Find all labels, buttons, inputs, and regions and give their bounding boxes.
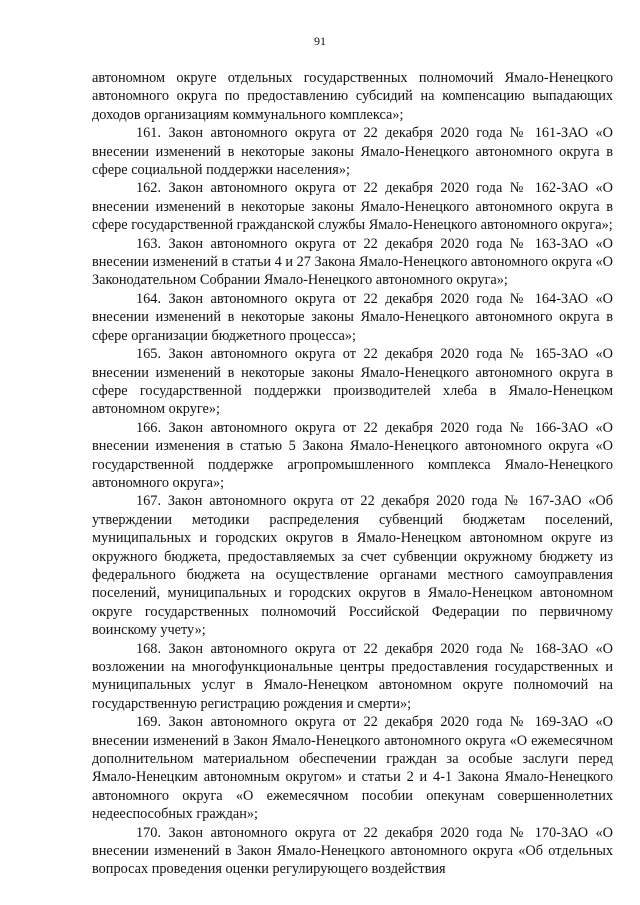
list-item-163: 163. Закон автономного округа от 22 декабря 2020 года № 163-ЗАО «О внесении изменений в статьи 4 и 27 Закона Ямало-Ненецкого автономного округа «О Законодательном Собрании Ямало-Ненецкого автономного округа»;: [92, 235, 613, 289]
list-item-161: 161. Закон автономного округа от 22 декабря 2020 года № 161-ЗАО «О внесении изменений в некоторые законы Ямало-Ненецкого автономного округа в сфере социальной поддержки населения»;: [92, 125, 613, 179]
document-body: [92, 69, 613, 879]
list-item-165: 165. Закон автономного округа от 22 декабря 2020 года № 165-ЗАО «О внесении изменений в некоторые законы Ямало-Ненецкого автономного округа в сфере государственной поддержки производителей хлеба в Ямало-Ненецком автономном округе»;: [92, 346, 613, 418]
list-item-164: 164. Закон автономного округа от 22 декабря 2020 года № 164-ЗАО «О внесении изменений в некоторые законы Ямало-Ненецкого автономного округа в сфере организации бюджетного процесса»;: [92, 290, 613, 344]
list-item-170: 170. Закон автономного округа от 22 декабря 2020 года № 170-ЗАО «О внесении изменений в Закон Ямало-Ненецкого автономного округа «Об отдельных вопросах проведения оценки регулирующего воздействия: [92, 824, 613, 878]
list-item-162: 162. Закон автономного округа от 22 декабря 2020 года № 162-ЗАО «О внесении изменений в некоторые законы Ямало-Ненецкого автономного округа в сфере государственной гражданской службы Ямало-Ненецкого автономного округа»;: [92, 180, 613, 234]
list-item-167: 167. Закон автономного округа от 22 декабря 2020 года № 167-ЗАО «Об утверждении методики распределения субвенций бюджетам поселений, муниципальных и городских округов в Ямало-Ненецком автономном округе из окружного бюджета, предоставляемых за счет субвенции окружному бюджету из федерального бюджета на осуществление органами местного самоуправления поселений, муниципальных и городских округов в Ямало-Ненецком автономном округе государственных полномочий Российской Федерации по первичному воинскому учету»;: [92, 493, 613, 639]
page-number: 91: [314, 34, 326, 48]
list-item-169: 169. Закон автономного округа от 22 декабря 2020 года № 169-ЗАО «О внесении изменений в Закон Ямало-Ненецкого автономного округа «О ежемесячном дополнительном материальном обеспечении граждан за особые заслуги перед Ямало-Ненецким автономным округом» и статьи 2 и 4-1 Закона Ямало-Ненецкого автономного округа «О ежемесячном пособии опекунам совершеннолетних недееспособных граждан»;: [92, 714, 613, 823]
continuation-paragraph: автономном округе отдельных государственных полномочий Ямало-Ненецкого автономного округа по предоставлению субсидий на компенсацию выпадающих доходов организациям коммунального комплекса»;: [92, 70, 613, 123]
list-item-168: 168. Закон автономного округа от 22 декабря 2020 года № 168-ЗАО «О возложении на многофункциональные центры предоставления государственных и муниципальных услуг в Ямало-Ненецком автономном округе полномочий на государственную регистрацию рождения и смерти»;: [92, 640, 613, 712]
list-item-166: 166. Закон автономного округа от 22 декабря 2020 года № 166-ЗАО «О внесении изменения в статью 5 Закона Ямало-Ненецкого автономного округа «О государственной поддержке агропромышленного комплекса Ямало-Ненецкого автономного округа»;: [92, 419, 613, 491]
